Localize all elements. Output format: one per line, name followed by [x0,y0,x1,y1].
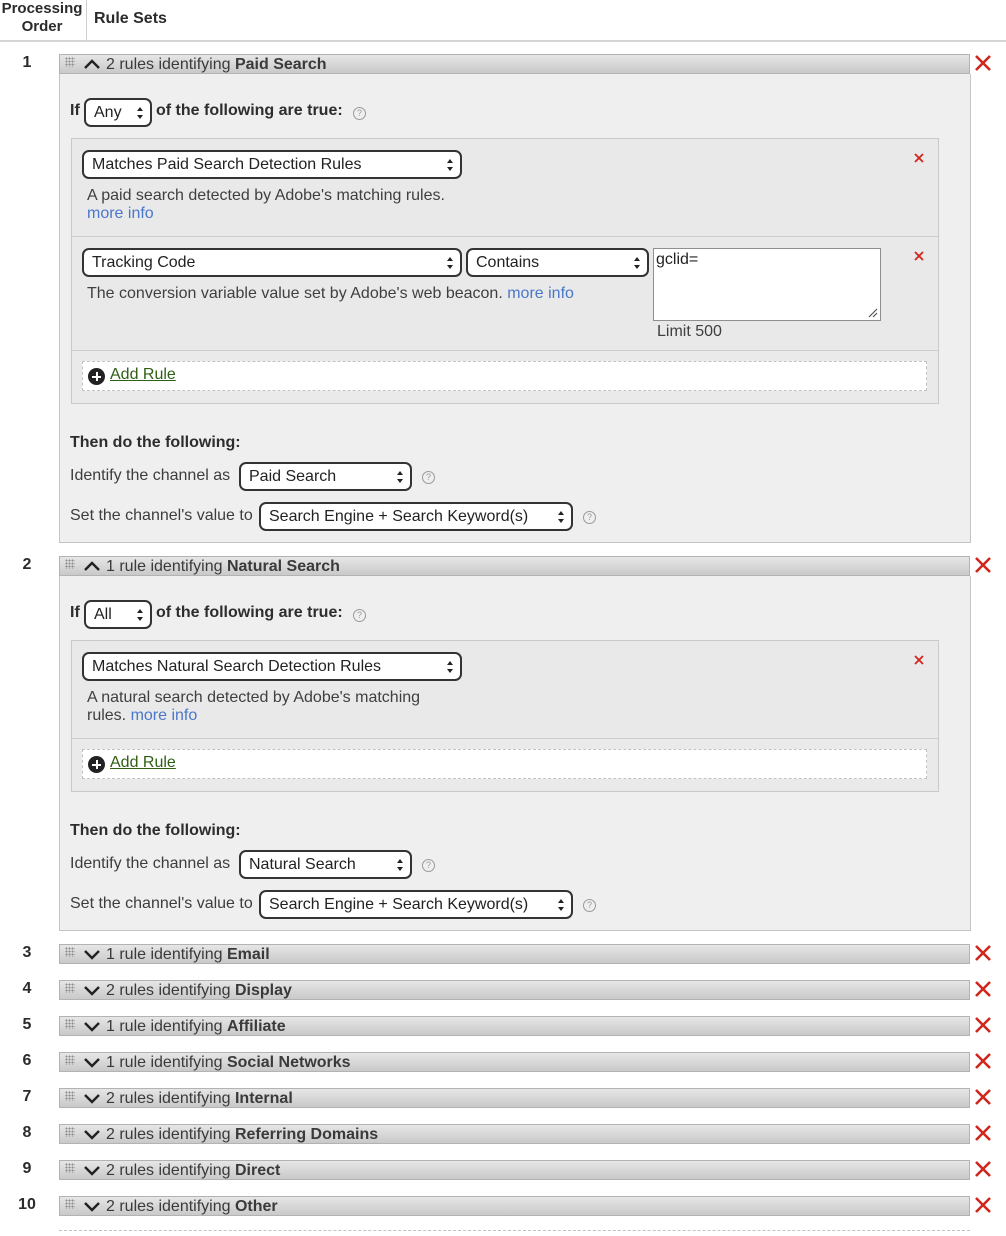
select-arrows-icon [633,256,641,270]
ruleset-header-bar[interactable] [59,1052,970,1072]
help-icon[interactable]: ? [583,899,596,912]
remove-condition-icon[interactable] [913,152,925,164]
condition-operator-select[interactable] [466,248,649,277]
ruleset-title: 2 rules identifying Internal [106,1090,293,1107]
order-number: 9 [22,1160,32,1177]
order-number: 6 [22,1052,32,1069]
ruleset-title: 2 rules identifying Display [106,982,292,999]
select-arrows-icon [557,510,565,524]
drag-handle-icon[interactable] [65,559,75,569]
select-arrows-icon [446,256,454,270]
chevron-up-icon[interactable] [82,54,102,74]
drag-handle-icon[interactable] [65,983,75,993]
following-true-label: of the following are true: [156,604,343,621]
help-icon[interactable]: ? [353,107,366,120]
delete-ruleset-icon[interactable] [973,943,993,963]
order-number: 8 [22,1124,32,1141]
order-number: 5 [22,1016,32,1033]
select-arrows-icon [396,858,404,872]
drag-handle-icon[interactable] [65,1019,75,1029]
condition-field-select[interactable] [82,150,462,179]
ruleset-header-bar[interactable] [59,1196,970,1216]
condition-description: The conversion variable value set by Adobe's web beacon. more info [87,285,574,302]
condition-field-select[interactable] [82,248,462,277]
set-value-label: Set the channel's value to [70,507,253,524]
chevron-down-icon[interactable] [82,944,102,964]
condition-field-value: Matches Paid Search Detection Rules [92,156,362,173]
more-info-link[interactable]: more info [507,285,574,302]
condition-value-textarea[interactable] [653,248,881,321]
delete-ruleset-icon[interactable] [973,1051,993,1071]
ruleset-title: 2 rules identifying Other [106,1198,278,1215]
condition-field-select[interactable] [82,652,462,681]
channel-value-select[interactable] [259,502,573,531]
identify-channel-label: Identify the channel as [70,855,231,872]
delete-ruleset-icon[interactable] [973,1159,993,1179]
match-mode-select[interactable] [84,98,152,127]
help-icon[interactable]: ? [353,609,366,622]
chevron-down-icon[interactable] [82,1088,102,1108]
match-mode-value: Any [94,104,122,121]
drag-handle-icon[interactable] [65,1055,75,1065]
rule-sets-header: Rule Sets [94,10,167,27]
delete-ruleset-icon[interactable] [973,1195,993,1215]
drop-zone-edge [59,1230,970,1236]
channel-select[interactable] [239,850,412,879]
select-arrows-icon [396,470,404,484]
delete-ruleset-icon[interactable] [973,1123,993,1143]
then-label: Then do the following: [70,822,241,839]
processing-order-header: Processing Order [1,0,83,35]
chevron-down-icon[interactable] [82,1124,102,1144]
plus-circle-icon[interactable] [88,368,105,385]
help-icon[interactable]: ? [422,859,435,872]
delete-ruleset-icon[interactable] [973,1015,993,1035]
match-mode-value: All [94,606,112,623]
then-label: Then do the following: [70,434,241,451]
match-mode-select[interactable] [84,600,152,629]
channel-value: Natural Search [249,856,356,873]
drag-handle-icon[interactable] [65,1127,75,1137]
help-icon[interactable]: ? [583,511,596,524]
condition-value-text: gclid= [656,251,699,268]
ruleset-title: 1 rule identifying Natural Search [106,558,340,575]
order-number: 4 [22,980,32,997]
condition-operator-value: Contains [476,254,540,271]
plus-circle-icon[interactable] [88,756,105,773]
chevron-down-icon[interactable] [82,1196,102,1216]
ruleset-header-bar[interactable] [59,980,970,1000]
ruleset-title: 2 rules identifying Referring Domains [106,1126,379,1143]
ruleset-title: 1 rule identifying Email [106,946,270,963]
ruleset-title: 1 rule identifying Affiliate [106,1018,286,1035]
add-rule-link[interactable]: Add Rule [110,754,176,771]
ruleset-header-bar[interactable] [59,944,970,964]
select-arrows-icon [136,608,144,622]
condition-field-value: Tracking Code [92,254,196,271]
chevron-down-icon[interactable] [82,1052,102,1072]
if-label: If [70,604,80,621]
ruleset-title: 2 rules identifying Direct [106,1162,281,1179]
order-number: 3 [22,944,32,961]
channel-value: Paid Search [249,468,337,485]
select-arrows-icon [136,106,144,120]
chevron-up-icon[interactable] [82,556,102,576]
following-true-label: of the following are true: [156,102,343,119]
set-value-label: Set the channel's value to [70,895,253,912]
ruleset-title: 2 rules identifying Paid Search [106,56,327,73]
header-divider [86,0,87,40]
select-arrows-icon [446,660,454,674]
add-rule-row[interactable] [82,749,927,779]
drag-handle-icon[interactable] [65,947,75,957]
limit-label: Limit 500 [657,323,722,340]
order-number: 1 [22,54,32,71]
ruleset-header-bar[interactable] [59,1124,970,1144]
remove-condition-icon[interactable] [913,250,925,262]
ruleset-title: 1 rule identifying Social Networks [106,1054,351,1071]
chevron-down-icon[interactable] [82,1016,102,1036]
ruleset-header-bar[interactable] [59,1016,970,1036]
order-number: 2 [22,556,32,573]
add-rule-row[interactable] [82,361,927,391]
ruleset-header-bar[interactable] [59,1160,970,1180]
ruleset-header-bar[interactable] [59,556,970,576]
more-info-link[interactable]: more info [87,205,154,222]
identify-channel-label: Identify the channel as [70,467,231,484]
drag-handle-icon[interactable] [65,57,75,67]
channel-value-select[interactable] [259,890,573,919]
delete-ruleset-icon[interactable] [973,979,993,999]
condition-description: A paid search detected by Adobe's matching rules. [87,187,445,204]
if-label: If [70,102,80,119]
channel-select[interactable] [239,462,412,491]
chevron-down-icon[interactable] [82,980,102,1000]
resize-handle-icon[interactable] [866,306,878,318]
channel-value-option: Search Engine + Search Keyword(s) [269,508,529,525]
delete-ruleset-icon[interactable] [973,53,993,73]
drag-handle-icon[interactable] [65,1091,75,1101]
header-separator [0,40,1006,42]
select-arrows-icon [557,898,565,912]
drag-handle-icon[interactable] [65,1163,75,1173]
order-number: 10 [18,1196,36,1213]
channel-value-option: Search Engine + Search Keyword(s) [269,896,529,913]
condition-description: A natural search detected by Adobe's matching [87,689,421,706]
add-rule-link[interactable]: Add Rule [110,366,176,383]
delete-ruleset-icon[interactable] [973,555,993,575]
more-info-link[interactable]: more info [130,707,198,724]
remove-condition-icon[interactable] [913,654,925,666]
order-number: 7 [22,1088,32,1105]
condition-field-value: Matches Natural Search Detection Rules [92,658,382,675]
ruleset-header-bar[interactable] [59,1088,970,1108]
drag-handle-icon[interactable] [65,1199,75,1209]
help-icon[interactable]: ? [422,471,435,484]
ruleset-header-bar[interactable] [59,54,970,74]
condition-description: rules. more info [87,707,198,724]
select-arrows-icon [446,158,454,172]
chevron-down-icon[interactable] [82,1160,102,1180]
delete-ruleset-icon[interactable] [973,1087,993,1107]
